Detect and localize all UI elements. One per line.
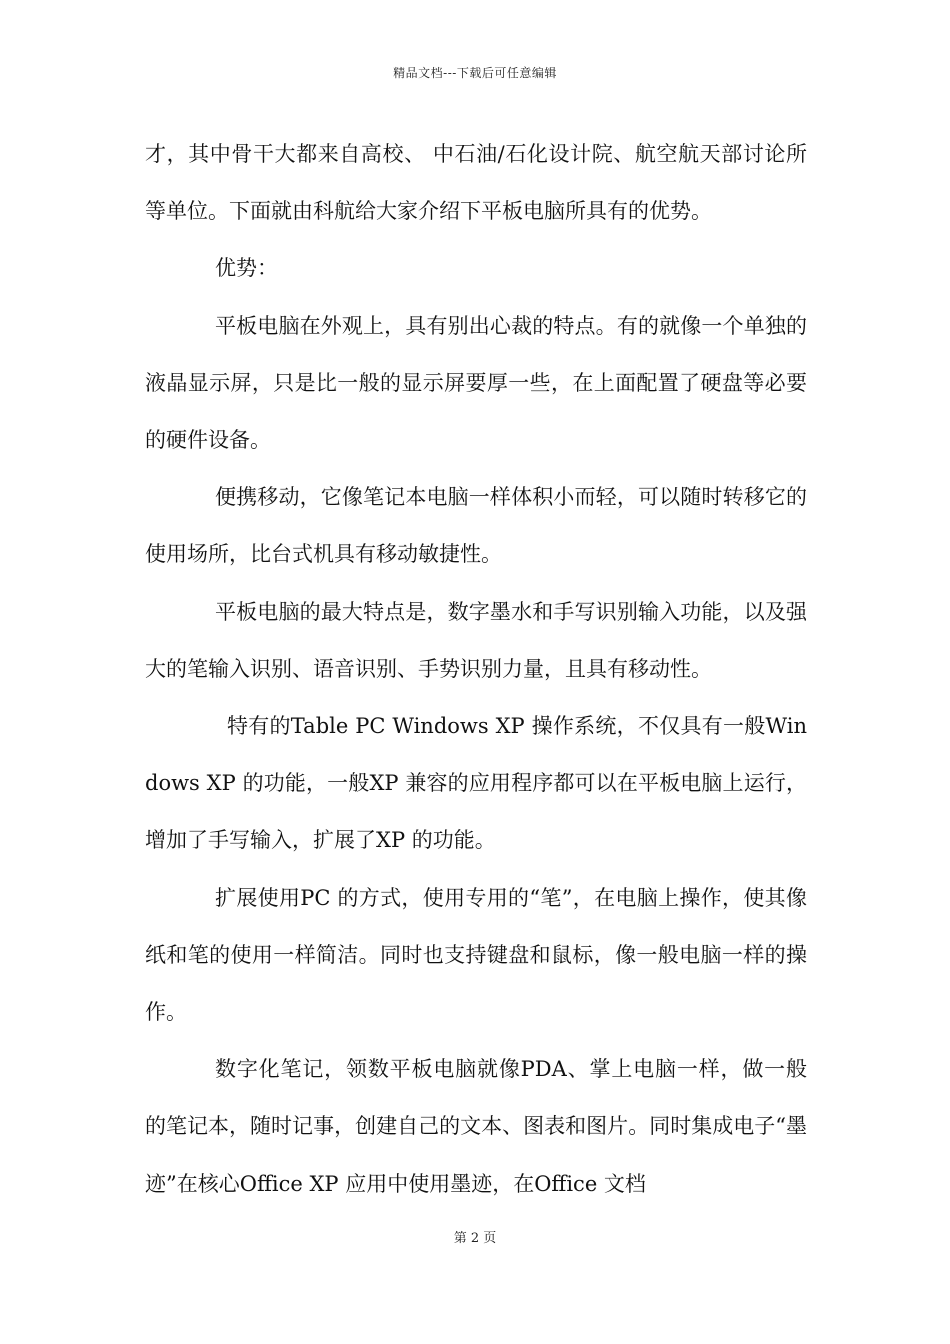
paragraph-operating-system: 特有的Table PC Windows XP 操作系统，不仅具有一般Windows XP 的功能，一般XP 兼容的应用程序都可以在平板电脑上运行，增加了手写输入，扩展了XP 的功能。 <box>145 714 807 853</box>
document-body <box>145 126 807 1213</box>
paragraph-handwriting: 平板电脑的最大特点是，数字墨水和手写识别输入功能，以及强大的笔输入识别、语音识别、手势识别力量，且具有移动性。 <box>145 599 807 681</box>
paragraph-advantages-heading: 优势： <box>215 256 278 281</box>
paragraph-continuation: 才，其中骨干大都来自高校、 中石油/石化设计院、航空航天部讨论所等单位。下面就由科航给大家介绍下平板电脑所具有的优势。 <box>145 142 807 224</box>
paragraph-portability: 便携移动，它像笔记本电脑一样体积小而轻，可以随时转移它的使用场所，比台式机具有移动敏捷性。 <box>145 485 807 567</box>
paragraph-appearance: 平板电脑在外观上，具有别出心裁的特点。有的就像一个单独的液晶显示屏，只是比一般的显示屏要厚一些，在上面配置了硬盘等必要的硬件设备。 <box>145 313 807 453</box>
paragraph-pen-input: 扩展使用PC 的方式，使用专用的“笔”，在电脑上操作，使其像纸和笔的使用一样简洁。同时也支持键盘和鼠标，像一般电脑一样的操作。 <box>145 885 807 1025</box>
page-header: 精品文档---下载后可任意编辑 <box>393 66 557 80</box>
page-number: 第 2 页 <box>453 1231 497 1246</box>
paragraph-digital-notes: 数字化笔记，领数平板电脑就像PDA、掌上电脑一样，做一般的笔记本，随时记事，创建自己的文本、图表和图片。同时集成电子“墨迹”在核心Office XP 应用中使用墨迹，在Office 文档 <box>145 1057 807 1196</box>
